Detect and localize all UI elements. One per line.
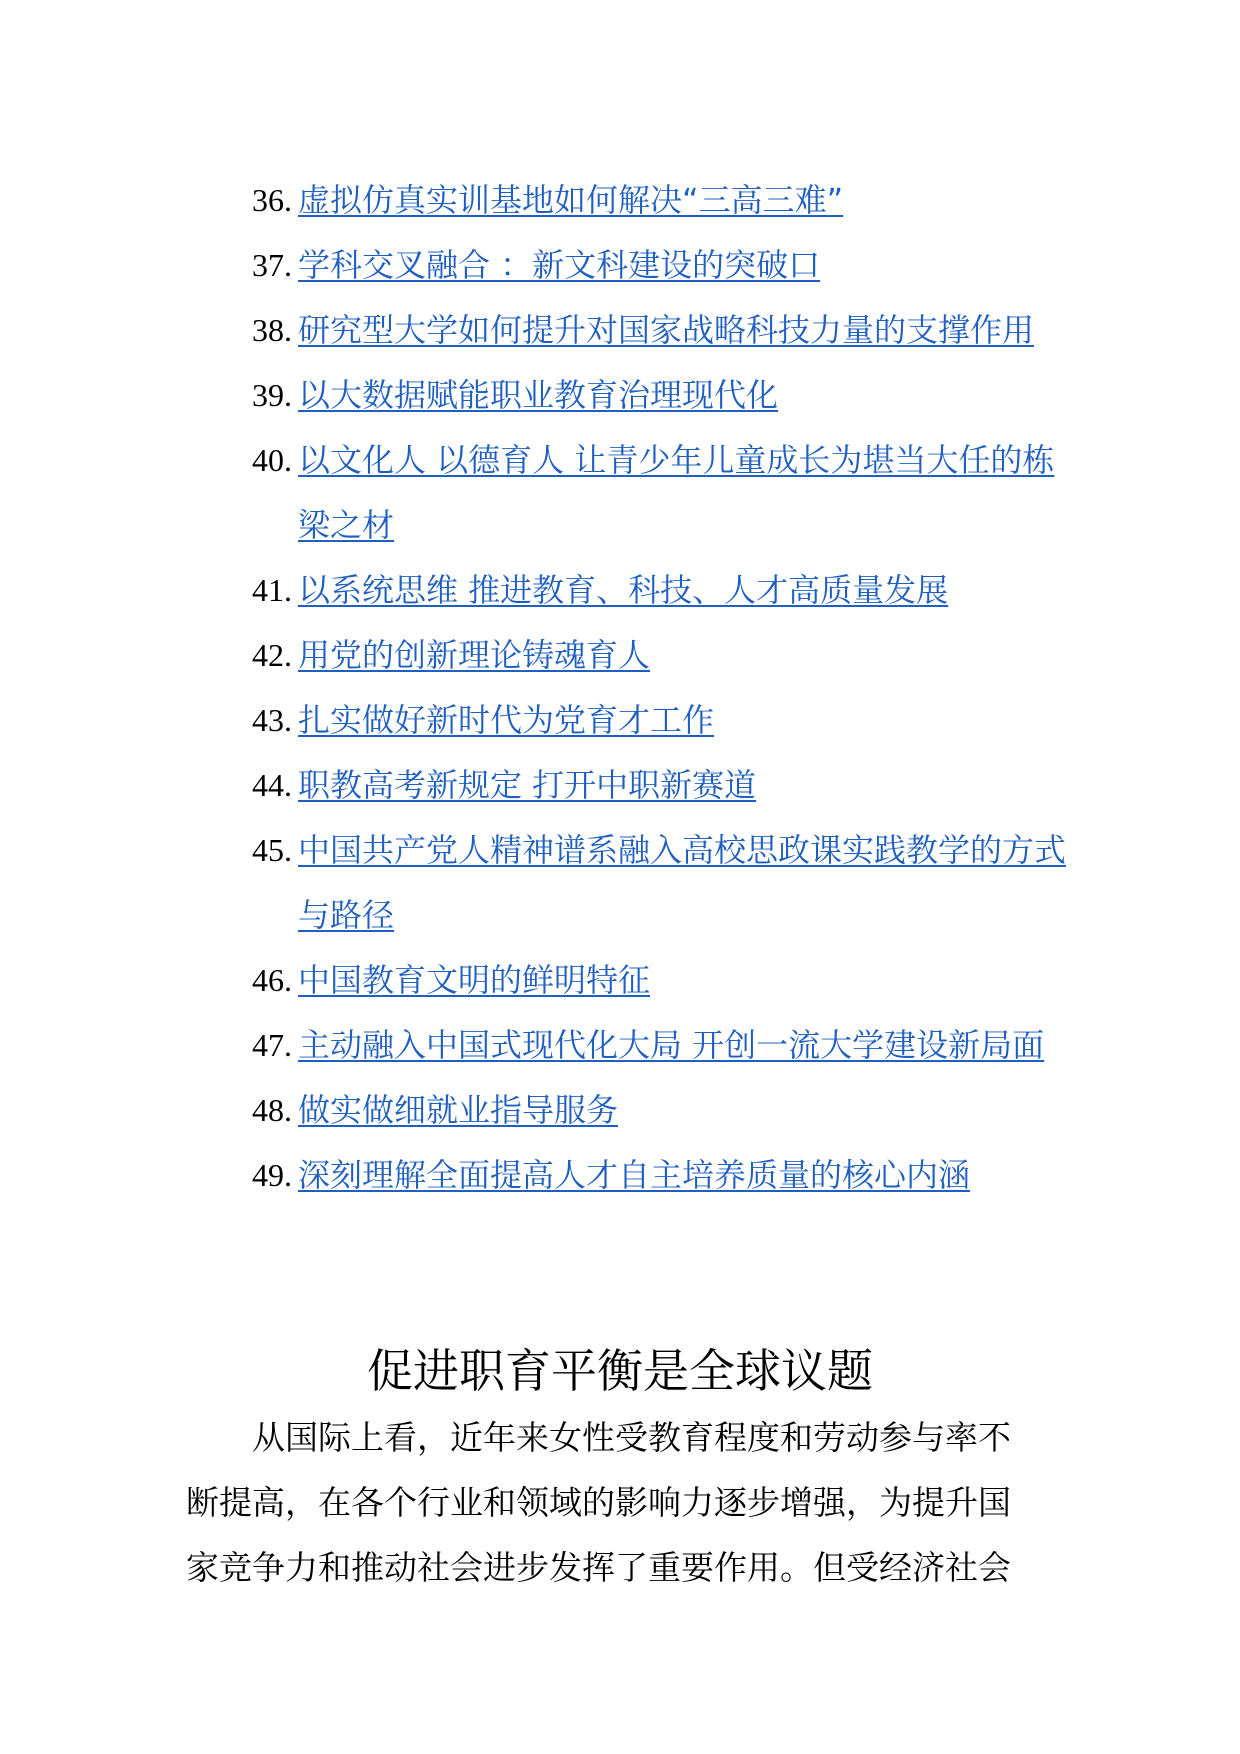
toc-item	[252, 688, 1072, 753]
article-title: 促进职育平衡是全球议题	[367, 1344, 873, 1398]
toc-item-number: 47.	[252, 1027, 292, 1063]
toc-item-link[interactable]: 深刻理解全面提高人才自主培养质量的核心内涵	[298, 1156, 971, 1194]
toc-item	[252, 298, 1072, 363]
toc-item-number: 46.	[252, 962, 292, 998]
toc-item-number: 43.	[252, 702, 292, 738]
toc-item-number: 45.	[252, 832, 292, 868]
toc-item	[252, 1143, 1072, 1208]
toc-item-link[interactable]: 扎实做好新时代为党育才工作	[298, 701, 715, 739]
toc-item-link[interactable]: 以系统思维 推进教育、科技、人才高质量发展	[298, 571, 949, 609]
toc-item	[252, 558, 1072, 623]
toc-item	[252, 1078, 1072, 1143]
toc-item	[252, 948, 1072, 1013]
toc-item-link[interactable]: 研究型大学如何提升对国家战略科技力量的支撑作用	[298, 311, 1035, 349]
toc-item-number: 37.	[252, 247, 292, 283]
toc-item-number: 38.	[252, 312, 292, 348]
toc-item	[252, 168, 1072, 233]
toc-item	[252, 363, 1072, 428]
toc-item-number: 36.	[252, 182, 292, 218]
toc-item	[252, 428, 1072, 558]
toc-item-link[interactable]: 以大数据赋能职业教育治理现代化	[298, 376, 779, 414]
toc-item-number: 49.	[252, 1157, 292, 1193]
toc-item	[252, 818, 1072, 948]
table-of-contents	[252, 168, 1072, 1208]
toc-item-number: 41.	[252, 572, 292, 608]
toc-item-link[interactable]: 做实做细就业指导服务	[298, 1091, 619, 1129]
toc-item-link[interactable]: 以文化人 以德育人 让青少年儿童成长为堪当大任的栋梁之材	[298, 441, 1055, 544]
toc-item-number: 44.	[252, 767, 292, 803]
toc-item-link[interactable]: 学科交叉融合 ：新文科建设的突破口	[298, 246, 821, 284]
toc-item	[252, 753, 1072, 818]
toc-item	[252, 233, 1072, 298]
toc-item-number: 39.	[252, 377, 292, 413]
toc-item-link[interactable]: 虚拟仿真实训基地如何解决“三高三难”	[298, 181, 844, 219]
toc-item	[252, 1013, 1072, 1078]
article-paragraph: 从国际上看，近年来女性受教育程度和劳动参与率不断提高，在各个行业和领域的影响力逐步增强，为提升国家竞争力和推动社会进步发挥了重要作用。但受经济社会	[186, 1418, 1011, 1587]
toc-item-link[interactable]: 职教高考新规定 打开中职新赛道	[298, 766, 757, 804]
toc-item-number: 42.	[252, 637, 292, 673]
toc-item-number: 40.	[252, 442, 292, 478]
toc-item	[252, 623, 1072, 688]
toc-item-link[interactable]: 中国共产党人精神谱系融入高校思政课实践教学的方式与路径	[298, 831, 1067, 934]
toc-item-number: 48.	[252, 1092, 292, 1128]
toc-item-link[interactable]: 中国教育文明的鲜明特征	[298, 961, 651, 999]
toc-item-link[interactable]: 主动融入中国式现代化大局 开创一流大学建设新局面	[298, 1026, 1045, 1064]
toc-item-link[interactable]: 用党的创新理论铸魂育人	[298, 636, 651, 674]
